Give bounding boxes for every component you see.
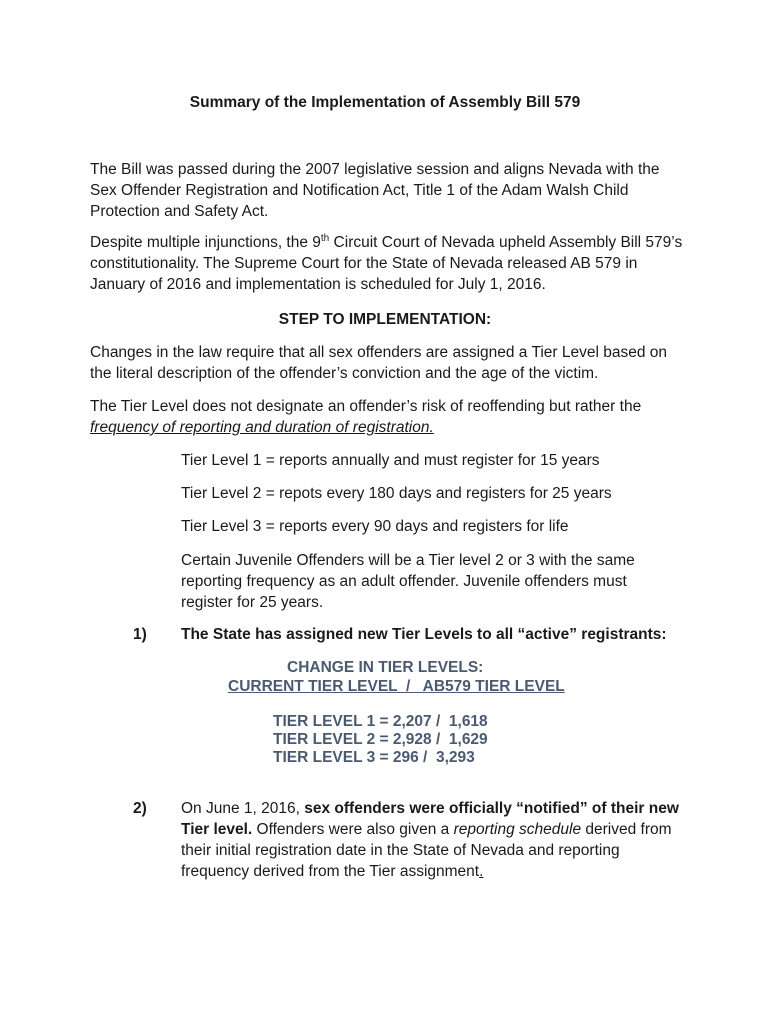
tier-level-2-description: Tier Level 2 = repots every 180 days and registers for 25 years: [181, 485, 612, 502]
juvenile-offenders-note: Certain Juvenile Offenders will be a Tier level 2 or 3 with the same reporting frequency as an adult offender. Juvenile offenders must register for 25 years.: [181, 552, 635, 611]
injunctions-text-start: Despite multiple injunctions, the 9: [90, 234, 321, 251]
tier-count-row-3: TIER LEVEL 3 = 296 / 3,293: [273, 749, 475, 766]
change-subheading: CURRENT TIER LEVEL / AB579 TIER LEVEL: [228, 678, 565, 695]
item-2-text: [181, 798, 681, 882]
tier-meaning-emphasis: frequency of reporting and duration of registration.: [90, 419, 434, 436]
injunctions-text-end: Circuit Court of Nevada upheld Assembly Bill 579’s constitutionality. The Supreme Court for the State of Nevada released AB 579 in January of 2016 and implementation is scheduled for July 1, 2016.: [90, 234, 683, 293]
item-2-notified: sex offenders were officially “notified” of their new Tier level.: [181, 800, 679, 838]
paragraph-injunctions: [90, 232, 690, 295]
item-2-date: On June 1, 2016,: [181, 800, 305, 817]
item-2-derived: derived from their initial registration date in the State of Nevada and reporting frequency derived from the Tier assignment: [181, 821, 672, 880]
change-heading: CHANGE IN TIER LEVELS:: [287, 659, 484, 676]
tier-meaning-text: The Tier Level does not designate an offender’s risk of reoffending but rather the: [90, 398, 642, 415]
item-2-period: .: [479, 863, 484, 880]
item-2-reporting-schedule: reporting schedule: [453, 821, 582, 838]
item-1-number: 1): [133, 626, 147, 643]
item-1-text: The State has assigned new Tier Levels to all “active” registrants:: [181, 626, 667, 643]
tier-level-3-description: Tier Level 3 = reports every 90 days and registers for life: [181, 518, 569, 535]
paragraph-bill-passed: The Bill was passed during the 2007 legislative session and aligns Nevada with the Sex Offender Registration and Notification Act, Title 1 of the Adam Walsh Child Protection and Safety Act.: [90, 161, 660, 220]
document-title: Summary of the Implementation of Assembly Bill 579: [189, 94, 581, 111]
item-2-given: Offenders were also given a: [252, 821, 454, 838]
item-2-number: 2): [133, 800, 147, 817]
ordinal-suffix: th: [320, 232, 330, 244]
paragraph-changes-in-law: Changes in the law require that all sex offenders are assigned a Tier Level based on the literal description of the offender’s conviction and the age of the victim.: [90, 344, 668, 382]
tier-level-1-description: Tier Level 1 = reports annually and must register for 15 years: [181, 452, 600, 469]
step-heading: STEP TO IMPLEMENTATION:: [278, 311, 492, 328]
paragraph-tier-meaning: [90, 396, 690, 438]
tier-count-row-2: TIER LEVEL 2 = 2,928 / 1,629: [273, 731, 488, 748]
tier-count-row-1: TIER LEVEL 1 = 2,207 / 1,618: [273, 713, 488, 730]
